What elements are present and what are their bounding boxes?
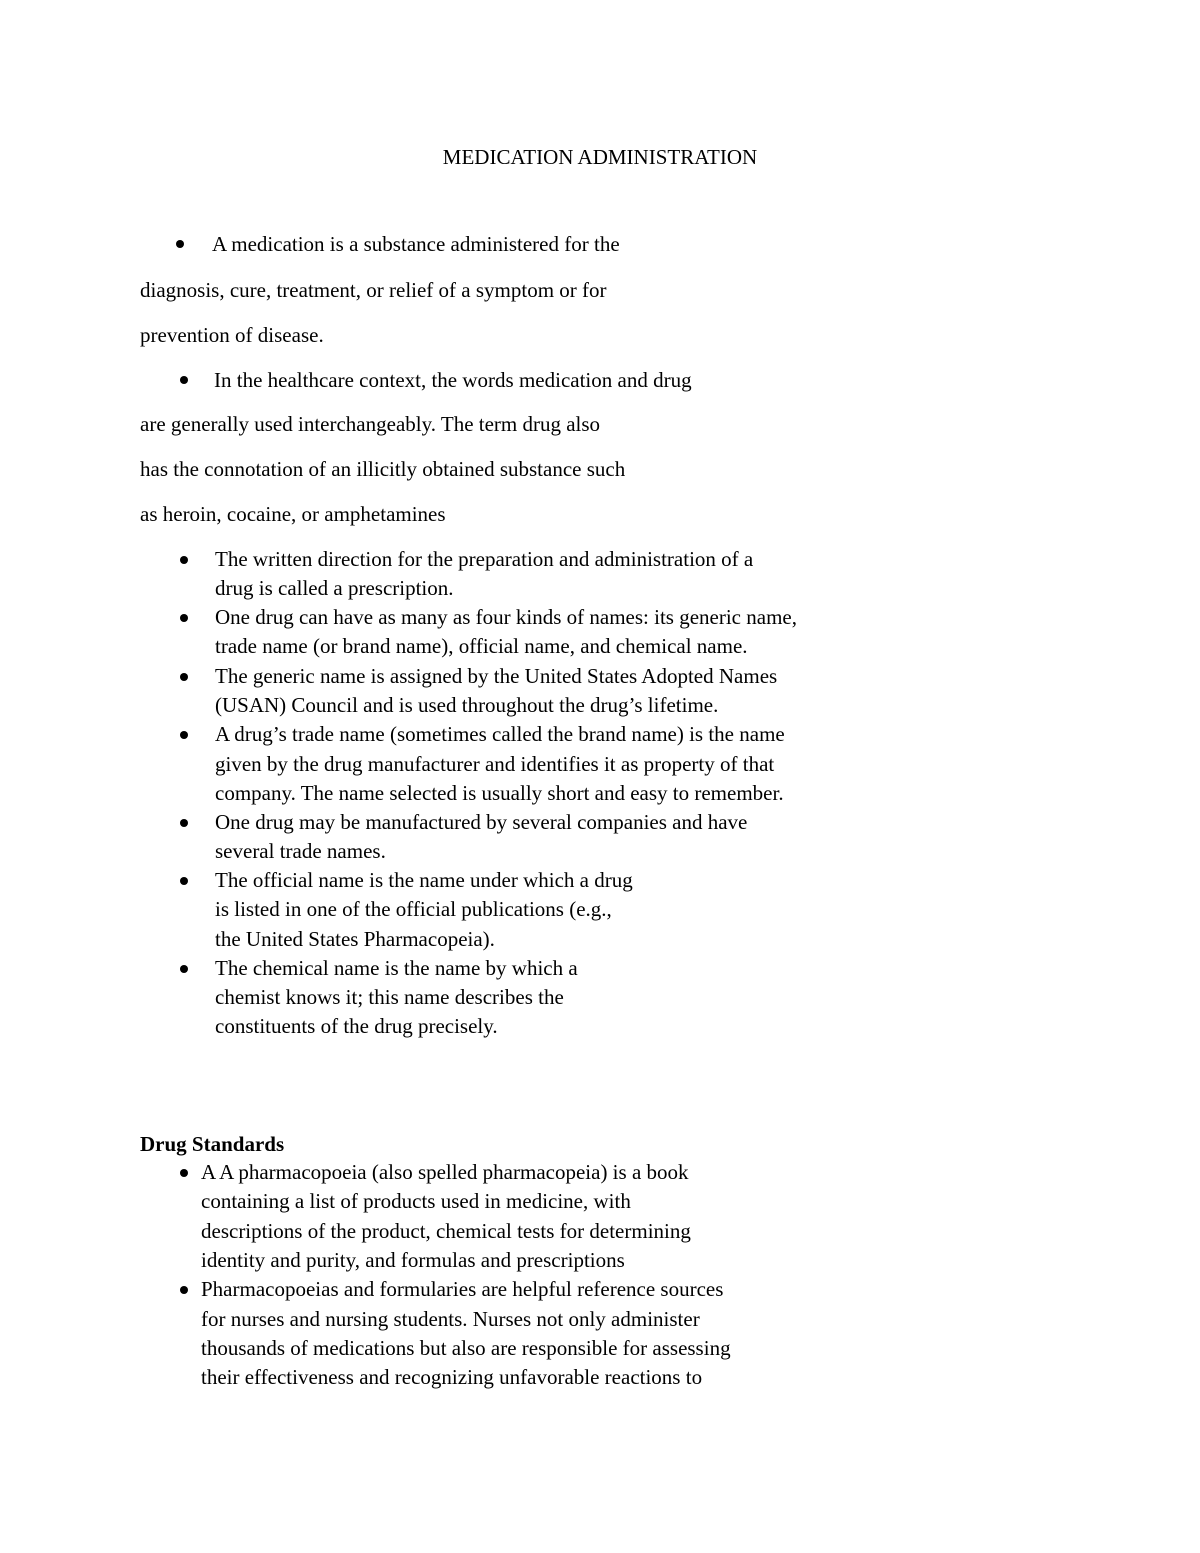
standards-item-1-line-3: descriptions of the product, chemical tests for determining	[201, 1219, 691, 1243]
name-item-5-line-2: several trade names.	[215, 839, 386, 863]
name-item-4-line-3: company. The name selected is usually short and easy to remember.	[215, 781, 784, 805]
intro-item-2-line-1: In the healthcare context, the words medication and drug	[214, 368, 692, 392]
bullet-icon	[180, 1169, 188, 1177]
bullet-icon	[180, 556, 188, 564]
intro-item-1-line-2: diagnosis, cure, treatment, or relief of a symptom or for	[140, 278, 607, 302]
intro-item-2-line-2: are generally used interchangeably. The term drug also	[140, 412, 601, 436]
name-item-7-line-1: The chemical name is the name by which a	[215, 956, 578, 980]
name-item-6-line-2: is listed in one of the official publications (e.g.,	[215, 897, 612, 921]
bullet-icon	[180, 965, 188, 973]
standards-item-1-line-4: identity and purity, and formulas and prescriptions	[201, 1248, 625, 1272]
name-item-3-line-1: The generic name is assigned by the United States Adopted Names	[215, 664, 778, 688]
standards-item-2-line-2: for nurses and nursing students. Nurses not only administer	[201, 1307, 700, 1331]
name-item-7-line-2: chemist knows it; this name describes the	[215, 985, 564, 1009]
intro-item-1-line-3: prevention of disease.	[140, 323, 324, 347]
name-item-4-line-1: A drug’s trade name (sometimes called the brand name) is the name	[215, 722, 785, 746]
bullet-icon	[180, 376, 188, 384]
name-item-4-line-2: given by the drug manufacturer and identifies it as property of that	[215, 752, 775, 776]
standards-item-2-line-1: Pharmacopoeias and formularies are helpful reference sources	[201, 1277, 724, 1301]
intro-item-2-line-4: as heroin, cocaine, or amphetamines	[140, 502, 446, 526]
bullet-icon	[180, 819, 188, 827]
standards-item-2-line-3: thousands of medications but also are responsible for assessing	[201, 1336, 731, 1360]
page-title: MEDICATION ADMINISTRATION	[442, 145, 758, 169]
name-item-2-line-2: trade name (or brand name), official name, and chemical name.	[215, 634, 748, 658]
bullet-icon	[176, 240, 184, 248]
name-item-1-line-2: drug is called a prescription.	[215, 576, 454, 600]
standards-item-1-line-1: A A pharmacopoeia (also spelled pharmacopeia) is a book	[201, 1160, 689, 1184]
name-item-6-line-3: the United States Pharmacopeia).	[215, 927, 495, 951]
section-heading: Drug Standards	[140, 1132, 285, 1156]
standards-item-2-line-4: their effectiveness and recognizing unfavorable reactions to	[201, 1365, 703, 1389]
bullet-icon	[180, 731, 188, 739]
bullet-icon	[180, 877, 188, 885]
bullet-icon	[180, 673, 188, 681]
bullet-icon	[180, 1286, 188, 1294]
intro-item-1-line-1: A medication is a substance administered for the	[212, 232, 620, 256]
name-item-6-line-1: The official name is the name under which a drug	[215, 868, 633, 892]
name-item-5-line-1: One drug may be manufactured by several companies and have	[215, 810, 748, 834]
standards-item-1-line-2: containing a list of products used in medicine, with	[201, 1189, 631, 1213]
name-item-7-line-3: constituents of the drug precisely.	[215, 1014, 498, 1038]
name-item-2-line-1: One drug can have as many as four kinds of names: its generic name,	[215, 605, 797, 629]
bullet-icon	[180, 614, 188, 622]
name-item-3-line-2: (USAN) Council and is used throughout the drug’s lifetime.	[215, 693, 719, 717]
name-item-1-line-1: The written direction for the preparation and administration of a	[215, 547, 754, 571]
intro-item-2-line-3: has the connotation of an illicitly obtained substance such	[140, 457, 626, 481]
